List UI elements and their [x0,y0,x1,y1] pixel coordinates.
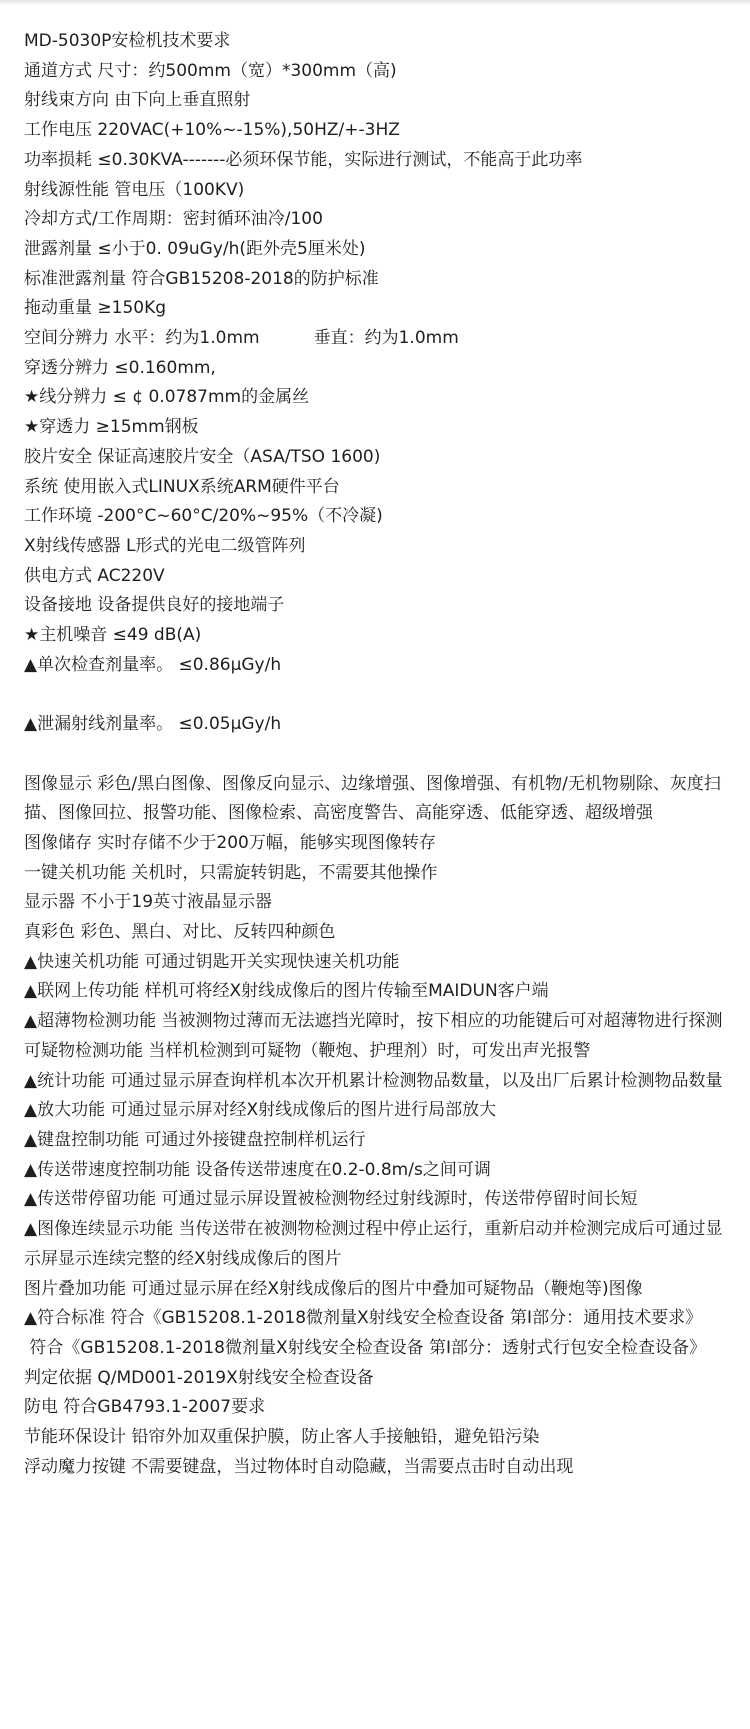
spec-line: ▲快速关机功能 可通过钥匙开关实现快速关机功能 [24,951,400,972]
spec-list [24,27,730,1482]
spec-line: 节能环保设计 铅帘外加双重保护膜，防止客人手接触铅，避免铅污染 [24,1427,540,1448]
spec-line: 工作电压 220VAC(+10%~-15%),50HZ/+-3HZ [24,120,400,141]
spec-line: 一键关机功能 关机时，只需旋转钥匙，不需要其他操作 [24,862,438,883]
spec-line: ★线分辨力 ≤ ¢ 0.0787mm的金属丝 [24,387,310,408]
spec-line: 可疑物检测功能 当样机检测到可疑物（鞭炮、护理剂）时，可发出声光报警 [24,1040,591,1061]
spec-line: ▲键盘控制功能 可通过外接键盘控制样机运行 [24,1129,366,1150]
spec-line: ▲传送带停留功能 可通过显示屏设置被检测物经过射线源时，传送带停留时间长短 [24,1189,638,1210]
spec-line: ▲符合标准 符合《GB15208.1-2018微剂量X射线安全检查设备 第I部分：通用技术要求》 [24,1308,703,1329]
spec-line: X射线传感器 L形式的光电二级管阵列 [24,535,306,556]
spec-line: ▲图像连续显示功能 当传送带在被测物检测过程中停止运行，重新启动并检测完成后可通过显示屏显示连续完整的经X射线成像后的图片 [24,1219,723,1269]
spec-line: 显示器 不小于19英寸液晶显示器 [24,892,273,913]
blank-line [24,740,730,770]
blank-line [24,680,730,710]
spec-line: 符合《GB15208.1-2018微剂量X射线安全检查设备 第I部分：透射式行包安全检查设备》 [24,1337,707,1358]
spec-line: MD-5030P安检机技术要求 [24,31,231,51]
spec-line: ★主机噪音 ≤49 dB(A) [24,625,202,646]
spec-line: ★穿透力 ≥15mm钢板 [24,417,199,438]
spec-line: 胶片安全 保证高速胶片安全（ASA/TSO 1600) [24,446,381,467]
spec-line: 标准泄露剂量 符合GB15208-2018的防护标准 [24,268,379,289]
spec-line: ▲单次检查剂量率。 ≤0.86μGy/h [24,654,282,675]
spec-line: ▲传送带速度控制功能 设备传送带速度在0.2-0.8m/s之间可调 [24,1159,491,1180]
spec-line: ▲放大功能 可通过显示屏对经X射线成像后的图片进行局部放大 [24,1100,497,1121]
spec-line: ▲泄漏射线剂量率。 ≤0.05μGy/h [24,714,282,735]
spec-line: 射线束方向 由下向上垂直照射 [24,90,251,111]
spec-line: 浮动魔力按键 不需要键盘，当过物体时自动隐藏，当需要点击时自动出现 [24,1456,574,1477]
spec-line: 射线源性能 管电压（100KV) [24,179,245,200]
spec-line: 泄露剂量 ≤小于0. 09uGy/h(距外壳5厘米处) [24,238,366,259]
spec-line: 冷却方式/工作周期：密封循环油冷/100 [24,209,323,230]
spec-line: 通道方式 尺寸：约500mm（宽）*300mm（高) [24,60,397,81]
spec-line: 图像显示 彩色/黑白图像、图像反向显示、边缘增强、图像增强、有机物/无机物剔除、灰度扫描、图像回拉、报警功能、图像检索、高密度警告、高能穿透、低能穿透、超级增强 [24,773,721,824]
spec-line: 设备接地 设备提供良好的接地端子 [24,595,285,616]
spec-line: 防电 符合GB4793.1-2007要求 [24,1397,266,1418]
spec-line: 工作环境 -200°C~60°C/20%~95%（不冷凝) [24,506,383,527]
spec-line: 真彩色 彩色、黑白、对比、反转四种颜色 [24,922,336,943]
spec-line: 功率损耗 ≤0.30KVA-------必须环保节能，实际进行测试，不能高于此功率 [24,149,583,170]
spec-line: 拖动重量 ≥150Kg [24,298,167,319]
spec-line: 穿透分辨力 ≤0.160mm, [24,357,216,378]
spec-line: 图片叠加功能 可通过显示屏在经X射线成像后的图片中叠加可疑物品（鞭炮等)图像 [24,1278,643,1299]
spec-line: ▲超薄物检测功能 当被测物过薄而无法遮挡光障时，按下相应的功能键后可对超薄物进行探测 [24,1011,723,1032]
spec-line: ▲统计功能 可通过显示屏查询样机本次开机累计检测物品数量，以及出厂后累计检测物品数量 [24,1070,723,1091]
top-divider [0,0,750,4]
spec-line: 空间分辨力 水平：约为1.0mm 垂直：约为1.0mm [24,328,459,349]
spec-line: 系统 使用嵌入式LINUX系统ARM硬件平台 [24,476,340,497]
spec-line: 图像储存 实时存储不少于200万幅，能够实现图像转存 [24,832,436,853]
spec-line: ▲联网上传功能 样机可将经X射线成像后的图片传输至MAIDUN客户端 [24,981,549,1002]
spec-line: 供电方式 AC220V [24,565,165,586]
spec-line: 判定依据 Q/MD001-2019X射线安全检查设备 [24,1367,374,1388]
